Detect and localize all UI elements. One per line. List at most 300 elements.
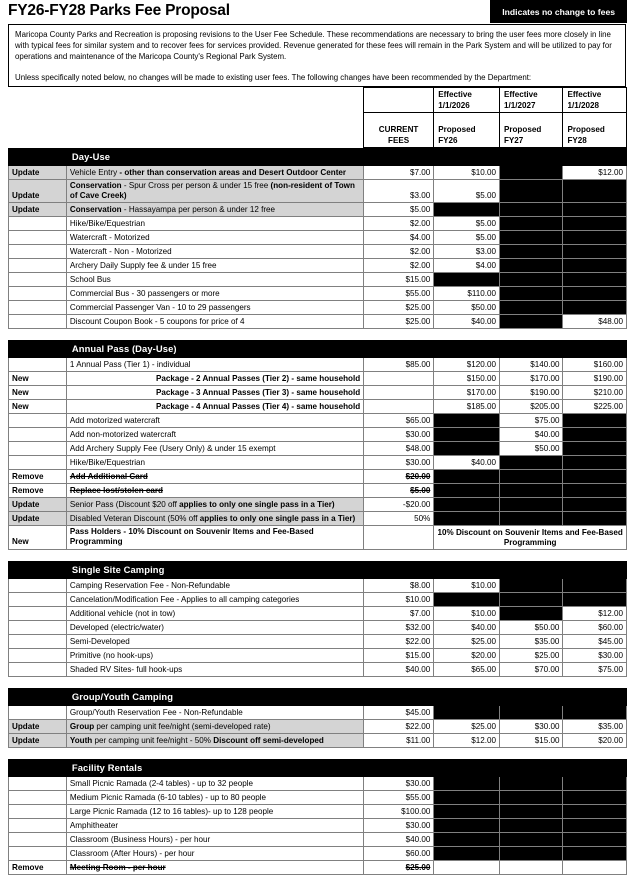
effective-fy27-line1: Effective	[503, 90, 538, 99]
cell-fy26-fee	[434, 861, 500, 875]
header-spacer-desc	[66, 88, 364, 113]
table-row	[9, 649, 627, 663]
row-action-label	[9, 273, 67, 287]
cell-current-fee: $22.00	[364, 635, 434, 649]
row-description: Commercial Passenger Van - 10 to 29 passengers	[66, 301, 363, 315]
section-spacer	[4, 748, 627, 759]
cell-fy27-fee	[500, 777, 563, 791]
cell-fy26-fee: $5.00	[434, 231, 500, 245]
cell-fy26-fee: $150.00	[434, 372, 500, 386]
row-action-label: Update	[9, 203, 67, 217]
cell-current-fee: $55.00	[364, 287, 434, 301]
intro-box	[8, 24, 626, 87]
cell-fy27-fee	[500, 456, 563, 470]
header-spacer-action	[8, 88, 66, 113]
section-spacer	[4, 677, 627, 688]
cell-current-fee: -$20.00	[364, 498, 434, 512]
table-row	[9, 635, 627, 649]
cell-fy28-fee	[563, 414, 627, 428]
header-effective-fy28	[563, 88, 627, 113]
row-description: Pass Holders - 10% Discount on Souvenir Items and Fee-Based Programming	[66, 526, 363, 550]
row-description: Add non-motorized watercraft	[66, 428, 363, 442]
proposed-fy27-line2: FY27	[503, 135, 524, 145]
row-action-label	[9, 259, 67, 273]
cell-fy26-fee	[434, 593, 500, 607]
cell-fy27-fee	[500, 180, 563, 203]
cell-fy27-fee: $140.00	[500, 358, 563, 372]
cell-fy26-fee: $170.00	[434, 386, 500, 400]
proposed-fy28-line1: Proposed	[567, 125, 605, 134]
table-row	[9, 861, 627, 875]
cell-fy28-fee	[563, 245, 627, 259]
fee-table-single-site-camping	[8, 561, 627, 677]
cell-fy26-fee: $4.00	[434, 259, 500, 273]
cell-fy27-fee: $205.00	[500, 400, 563, 414]
fee-table-group-youth-camping	[8, 688, 627, 748]
row-action-label	[9, 833, 67, 847]
cell-fy28-fee: $225.00	[563, 400, 627, 414]
cell-fy27-fee	[500, 833, 563, 847]
cell-fy26-fee	[434, 777, 500, 791]
row-action-label: New	[9, 400, 67, 414]
row-action-label: Update	[9, 498, 67, 512]
row-description: Package - 4 Annual Passes (Tier 4) - same household	[66, 400, 363, 414]
cell-fy26-fee: $65.00	[434, 663, 500, 677]
legend-no-change-chip: Indicates no change to fees	[490, 0, 627, 23]
cell-fy27-fee	[500, 217, 563, 231]
header-current-fees	[363, 113, 433, 148]
row-description: Archery Daily Supply fee & under 15 free	[66, 259, 363, 273]
row-description: Amphitheater	[66, 819, 363, 833]
cell-fy28-fee	[563, 484, 627, 498]
section-title: Day-Use	[66, 149, 626, 166]
header-effective-current	[363, 88, 433, 113]
cell-current-fee: $2.00	[364, 259, 434, 273]
cell-current-fee: 50%	[364, 512, 434, 526]
row-description: Conservation - Spur Cross per person & under 15 free (non-resident of Town of Cave Creek)	[66, 180, 363, 203]
cell-fy27-fee	[500, 706, 563, 720]
cell-fy28-fee	[563, 180, 627, 203]
table-row	[9, 791, 627, 805]
cell-fy26-fee	[434, 847, 500, 861]
table-row	[9, 428, 627, 442]
cell-promo-note: 10% Discount on Souvenir Items and Fee-Based Programming	[434, 526, 627, 550]
cell-current-fee: $8.00	[364, 579, 434, 593]
row-action-label	[9, 428, 67, 442]
cell-fy27-fee	[500, 819, 563, 833]
effective-fy28-line1: Effective	[567, 90, 602, 99]
row-action-label	[9, 301, 67, 315]
row-description: Add Archery Supply Fee (Usery Only) & under 15 exempt	[66, 442, 363, 456]
table-row	[9, 819, 627, 833]
cell-fy28-fee: $75.00	[563, 663, 627, 677]
row-description: Shaded RV Sites- full hook-ups	[66, 663, 363, 677]
cell-fy27-fee	[500, 273, 563, 287]
table-row	[9, 512, 627, 526]
row-action-label	[9, 706, 67, 720]
cell-current-fee: $30.00	[364, 777, 434, 791]
cell-fy28-fee: $30.00	[563, 649, 627, 663]
cell-current-fee: $55.00	[364, 791, 434, 805]
cell-fy28-fee	[563, 498, 627, 512]
row-action-label	[9, 231, 67, 245]
cell-fy26-fee: $40.00	[434, 315, 500, 329]
cell-fy26-fee	[434, 414, 500, 428]
cell-current-fee: $45.00	[364, 706, 434, 720]
cell-fy26-fee: $185.00	[434, 400, 500, 414]
table-row	[9, 607, 627, 621]
cell-fy26-fee	[434, 442, 500, 456]
cell-fy27-fee: $25.00	[499, 649, 562, 663]
row-description: Senior Pass (Discount $20 off applies to only one single pass in a Tier)	[66, 498, 363, 512]
cell-fy26-fee: $120.00	[434, 358, 500, 372]
cell-fy27-fee: $40.00	[500, 428, 563, 442]
cell-fy27-fee: $170.00	[500, 372, 563, 386]
cell-fy27-fee: $50.00	[499, 621, 562, 635]
cell-fy27-fee	[499, 579, 562, 593]
cell-fy28-fee	[563, 301, 627, 315]
row-description: Hike/Bike/Equestrian	[66, 217, 363, 231]
section-title: Single Site Camping	[66, 562, 626, 579]
cell-current-fee: $3.00	[364, 180, 434, 203]
section-banner-left	[9, 341, 67, 358]
row-action-label: Update	[9, 720, 67, 734]
table-row	[9, 358, 627, 372]
cell-current-fee: $4.00	[364, 231, 434, 245]
row-action-label	[9, 442, 67, 456]
cell-current-fee: $7.00	[364, 607, 434, 621]
cell-fy28-fee: $20.00	[563, 734, 627, 748]
row-action-label	[9, 217, 67, 231]
row-action-label	[9, 315, 67, 329]
table-row	[9, 456, 627, 470]
row-description: Package - 3 Annual Passes (Tier 3) - same household	[66, 386, 363, 400]
cell-fy26-fee: $12.00	[434, 734, 500, 748]
cell-current-fee: $15.00	[364, 273, 434, 287]
row-action-label: Update	[9, 512, 67, 526]
effective-fy26-line1: Effective	[438, 90, 472, 99]
section-spacer	[4, 329, 627, 340]
cell-fy28-fee	[563, 819, 627, 833]
intro-paragraph-2: Unless specifically noted below, no changes will be made to existing user fees. The following changes have been recommended by the Department:	[15, 72, 532, 82]
table-row	[9, 166, 627, 180]
cell-fy26-fee	[434, 512, 500, 526]
cell-fy28-fee	[563, 777, 627, 791]
cell-current-fee: $85.00	[364, 358, 434, 372]
cell-fy27-fee	[500, 231, 563, 245]
cell-fy28-fee	[563, 442, 627, 456]
cell-fy26-fee: $10.00	[434, 607, 500, 621]
table-row	[9, 663, 627, 677]
cell-current-fee: $30.00	[364, 819, 434, 833]
cell-fy26-fee	[434, 428, 500, 442]
cell-current-fee	[364, 400, 434, 414]
cell-current-fee: $25.00	[364, 315, 434, 329]
cell-fy27-fee	[500, 847, 563, 861]
table-row	[9, 217, 627, 231]
header-proposed-fy28	[563, 113, 627, 148]
cell-fy27-fee	[500, 287, 563, 301]
row-description: Small Picnic Ramada (2-4 tables) - up to 32 people	[66, 777, 363, 791]
cell-fy27-fee	[500, 512, 563, 526]
table-row	[9, 386, 627, 400]
cell-fy28-fee	[563, 217, 627, 231]
row-action-label: Remove	[9, 861, 67, 875]
cell-fy26-fee: $10.00	[434, 166, 500, 180]
section-title: Group/Youth Camping	[66, 689, 626, 706]
table-row	[9, 414, 627, 428]
row-action-label	[9, 579, 67, 593]
cell-fy28-fee	[563, 428, 627, 442]
cell-current-fee	[364, 372, 434, 386]
row-description: Replace lost/stolen card	[66, 484, 363, 498]
cell-fy27-fee	[500, 791, 563, 805]
section-title: Annual Pass (Day-Use)	[66, 341, 626, 358]
cell-current-fee: $2.00	[364, 245, 434, 259]
section-banner	[9, 562, 627, 579]
cell-fy26-fee: $20.00	[434, 649, 500, 663]
section-banner-left	[9, 760, 67, 777]
row-action-label: New	[9, 386, 67, 400]
row-action-label	[9, 649, 67, 663]
row-action-label	[9, 777, 67, 791]
cell-fy26-fee	[434, 498, 500, 512]
row-description: Watercraft - Motorized	[66, 231, 363, 245]
cell-fy28-fee	[563, 847, 627, 861]
row-action-label	[9, 791, 67, 805]
cell-fy28-fee	[563, 805, 627, 819]
cell-fy28-fee: $45.00	[563, 635, 627, 649]
cell-current-fee: $10.00	[364, 593, 434, 607]
cell-current-fee: $22.00	[364, 720, 434, 734]
cell-fy28-fee	[563, 470, 627, 484]
cell-current-fee: $5.00	[364, 203, 434, 217]
section-title: Facility Rentals	[66, 760, 626, 777]
cell-fy27-fee: $75.00	[500, 414, 563, 428]
cell-fy27-fee	[500, 203, 563, 217]
cell-fy27-fee	[500, 861, 563, 875]
header-spacer-desc-2	[66, 113, 364, 148]
table-row	[9, 720, 627, 734]
cell-fy26-fee: $110.00	[434, 287, 500, 301]
row-description: Group per camping unit fee/night (semi-developed rate)	[66, 720, 363, 734]
section-banner-left	[9, 149, 67, 166]
row-action-label: Remove	[9, 484, 67, 498]
cell-fy26-fee	[434, 791, 500, 805]
cell-fy28-fee: $160.00	[563, 358, 627, 372]
cell-fy27-fee	[500, 301, 563, 315]
table-row	[9, 315, 627, 329]
cell-fy26-fee	[434, 805, 500, 819]
fee-table-annual-pass-day-use	[8, 340, 627, 550]
cell-current-fee: $5.00	[364, 484, 434, 498]
row-action-label	[9, 593, 67, 607]
row-action-label: Update	[9, 166, 67, 180]
cell-fy28-fee	[563, 791, 627, 805]
row-action-label	[9, 245, 67, 259]
cell-fy27-fee: $30.00	[500, 720, 563, 734]
cell-fy26-fee	[434, 484, 500, 498]
cell-current-fee: $25.00	[364, 861, 434, 875]
cell-fy28-fee	[563, 593, 627, 607]
table-row	[9, 245, 627, 259]
fee-table-facility-rentals	[8, 759, 627, 875]
cell-fy26-fee	[434, 273, 500, 287]
row-description: Meeting Room - per hour	[66, 861, 363, 875]
effective-fy26-line2: 1/1/2026	[438, 100, 470, 110]
table-row	[9, 621, 627, 635]
row-action-label	[9, 805, 67, 819]
row-action-label	[9, 635, 67, 649]
cell-fy28-fee	[563, 259, 627, 273]
proposed-fy28-line2: FY28	[567, 135, 587, 145]
cell-fy27-fee	[500, 245, 563, 259]
cell-fy27-fee	[500, 484, 563, 498]
row-action-label: Update	[9, 734, 67, 748]
row-description: Medium Picnic Ramada (6-10 tables) - up to 80 people	[66, 791, 363, 805]
row-action-label	[9, 663, 67, 677]
cell-current-fee: $2.00	[364, 217, 434, 231]
table-row	[9, 777, 627, 791]
row-action-label	[9, 819, 67, 833]
header-effective-fy26	[434, 88, 500, 113]
cell-fy28-fee	[563, 512, 627, 526]
cell-fy28-fee: $60.00	[563, 621, 627, 635]
row-action-label	[9, 287, 67, 301]
row-description: Large Picnic Ramada (12 to 16 tables)- up to 128 people	[66, 805, 363, 819]
row-description: Add Additional Card	[66, 470, 363, 484]
cell-fy27-fee	[499, 607, 562, 621]
row-description: Add motorized watercraft	[66, 414, 363, 428]
cell-fy27-fee	[500, 315, 563, 329]
table-row	[9, 593, 627, 607]
row-description: Commercial Bus - 30 passengers or more	[66, 287, 363, 301]
cell-fy26-fee	[434, 819, 500, 833]
cell-fy26-fee: $40.00	[434, 456, 500, 470]
table-row	[9, 442, 627, 456]
table-row	[9, 259, 627, 273]
section-banner-left	[9, 562, 67, 579]
cell-fy28-fee: $210.00	[563, 386, 627, 400]
section-banner-left	[9, 689, 67, 706]
cell-current-fee: $25.00	[364, 301, 434, 315]
row-description: Discount Coupon Book - 5 coupons for price of 4	[66, 315, 363, 329]
cell-fy28-fee	[563, 833, 627, 847]
cell-current-fee	[364, 386, 434, 400]
cell-current-fee: $65.00	[364, 414, 434, 428]
cell-fy28-fee: $12.00	[563, 607, 627, 621]
table-row	[9, 498, 627, 512]
row-description: Vehicle Entry - other than conservation areas and Desert Outdoor Center	[66, 166, 363, 180]
row-description: Hike/Bike/Equestrian	[66, 456, 363, 470]
header-effective-fy27	[499, 88, 563, 113]
row-action-label: New	[9, 372, 67, 386]
cell-fy28-fee	[563, 706, 627, 720]
table-row	[9, 203, 627, 217]
cell-current-fee: $20.00	[364, 470, 434, 484]
fee-sections	[4, 148, 627, 875]
header-proposed-fy26	[434, 113, 500, 148]
cell-fy26-fee: $40.00	[434, 621, 500, 635]
row-description: Conservation - Hassayampa per person & under 12 free	[66, 203, 363, 217]
cell-fy28-fee	[563, 273, 627, 287]
cell-fy26-fee: $25.00	[434, 720, 500, 734]
cell-fy26-fee: $10.00	[434, 579, 500, 593]
row-description: Primitive (no hook-ups)	[66, 649, 363, 663]
cell-fy27-fee	[499, 593, 562, 607]
cell-fy26-fee: $3.00	[434, 245, 500, 259]
cell-fy26-fee	[434, 470, 500, 484]
row-action-label	[9, 358, 67, 372]
cell-fy28-fee	[563, 861, 627, 875]
cell-fy27-fee	[500, 498, 563, 512]
cell-fy26-fee: $5.00	[434, 180, 500, 203]
cell-current-fee: $48.00	[364, 442, 434, 456]
table-row	[9, 372, 627, 386]
cell-fy27-fee	[500, 166, 563, 180]
proposed-fy27-line1: Proposed	[503, 125, 542, 134]
cell-current-fee: $40.00	[364, 833, 434, 847]
row-description: Disabled Veteran Discount (50% off applies to only one single pass in a Tier)	[66, 512, 363, 526]
row-description: School Bus	[66, 273, 363, 287]
cell-fy26-fee: $50.00	[434, 301, 500, 315]
cell-fy26-fee	[434, 706, 500, 720]
table-row	[9, 484, 627, 498]
proposed-fy26-line1: Proposed	[438, 125, 476, 134]
table-row	[9, 847, 627, 861]
section-banner	[9, 689, 627, 706]
cell-current-fee: $60.00	[364, 847, 434, 861]
row-description: Semi-Developed	[66, 635, 363, 649]
row-description: Additional vehicle (not in tow)	[66, 607, 363, 621]
row-action-label	[9, 621, 67, 635]
row-description: Developed (electric/water)	[66, 621, 363, 635]
row-action-label	[9, 456, 67, 470]
row-action-label	[9, 414, 67, 428]
cell-current-fee: $7.00	[364, 166, 434, 180]
cell-current-fee: $15.00	[364, 649, 434, 663]
cell-current-fee: $100.00	[364, 805, 434, 819]
row-description: Youth per camping unit fee/night - 50% Discount off semi-developed	[66, 734, 363, 748]
cell-fy28-fee: $190.00	[563, 372, 627, 386]
cell-current-fee: $40.00	[364, 663, 434, 677]
cell-fy26-fee	[434, 833, 500, 847]
proposed-fy26-line2: FY26	[438, 135, 458, 145]
row-description: Watercraft - Non - Motorized	[66, 245, 363, 259]
cell-fy26-fee: $5.00	[434, 217, 500, 231]
row-description: Cancelation/Modification Fee - Applies to all camping categories	[66, 593, 363, 607]
table-row	[9, 400, 627, 414]
effective-fy27-line2: 1/1/2027	[503, 100, 536, 110]
table-row	[9, 180, 627, 203]
header-proposed-fy27	[499, 113, 563, 148]
cell-fy27-fee: $50.00	[500, 442, 563, 456]
table-row	[9, 287, 627, 301]
row-description: Classroom (After Hours) - per hour	[66, 847, 363, 861]
document-header	[4, 0, 627, 24]
cell-fy27-fee: $35.00	[499, 635, 562, 649]
cell-fy27-fee: $70.00	[499, 663, 562, 677]
row-action-label	[9, 607, 67, 621]
column-header-table	[8, 87, 627, 148]
table-row	[9, 833, 627, 847]
cell-fy27-fee: $190.00	[500, 386, 563, 400]
table-row	[9, 470, 627, 484]
cell-fy28-fee	[563, 579, 627, 593]
cell-current-fee: $30.00	[364, 428, 434, 442]
cell-fy28-fee: $48.00	[563, 315, 627, 329]
cell-fy28-fee	[563, 287, 627, 301]
